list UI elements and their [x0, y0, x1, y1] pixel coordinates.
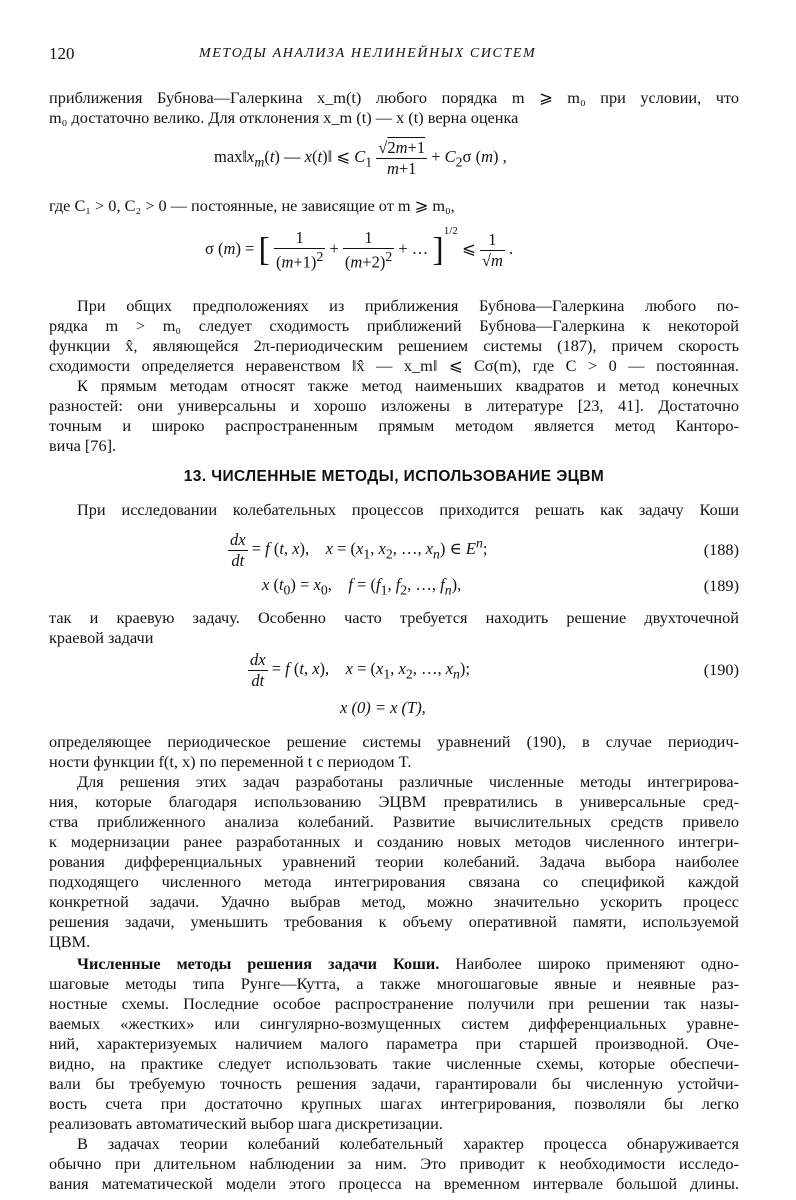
text-line: вость счета при достаточно крупных шагах интегрирования, позволяли бы легко [49, 1094, 739, 1113]
text-line: реализовать автоматический выбор шага дискретизации. [49, 1114, 443, 1133]
text-line: ности функции f(t, x) по переменной t с периодом T. [49, 752, 412, 771]
text-line: конкретной задачи. Удачно выбрав метод, можно значительно ускорить процесс [49, 892, 739, 911]
text-line: Численные методы решения задачи Коши. Наиболее широко применяют одно- [77, 954, 739, 973]
running-title: МЕТОДЫ АНАЛИЗА НЕЛИНЕЙНЫХ СИСТЕМ [199, 46, 537, 61]
text-line: приближения Бубнова—Галеркина x_m(t) любого порядка m ⩾ m₀ при условии, что [49, 88, 739, 107]
text-line: При исследовании колебательных процессов приходится решать как задачу Коши [77, 500, 739, 519]
text-line: подходящего численного метода интегрирования связана со спецификой каждой [49, 872, 739, 891]
equation-189: x $(t_0) = x_0$, $f = (f_1$, $f_2$, …, $f_n$), [262, 575, 462, 598]
run-in-heading: Численные методы решения задачи Коши. [77, 954, 440, 973]
text-line: К прямым методам относят также метод наименьших квадратов и метод конечных [77, 376, 739, 395]
text-line: определяющее периодическое решение системы уравнений (190), в случае периодич- [49, 732, 739, 751]
text-line: m₀ достаточно велико. Для отклонения x_m (t) — x (t) верна оценка [49, 108, 519, 127]
equation-sigma: σ (m) = [ $\frac{1}{(m+1)^2}$ + $\frac{1}{(m+2)^2}$ + … ]$^{1/2}$ ⩽ $\frac{1}{√m}$ . [205, 224, 514, 272]
text-line: так и краевую задачу. Особенно часто требуется находить решение двухточечной [49, 608, 739, 627]
text-line: функции x̂, являющейся 2π-периодическим решением системы (187), причем скорость [49, 336, 739, 355]
equation-190: $\frac{dx}{dt}$ = f (t, x), $x = (x_1$, $x_2$, …, $x_n$); [250, 650, 470, 690]
text-line: краевой задачи [49, 628, 154, 647]
text-line: Для решения этих задач разработаны различные численные методы интегрирова- [77, 772, 739, 791]
text-line: вали бы требуемую точность решения задачи, гарантировали бы численную устойчи- [49, 1074, 739, 1093]
text-line: рядка m > m₀ следует сходимость приближений Бубнова—Галеркина к некоторой [49, 316, 739, 335]
text-line: разностей: они универсальны и хорошо изложены в литературе [23, 41]. Достаточно [49, 396, 739, 415]
text-line: ностные схемы. Последние особое распространение получили при решении так назы- [49, 994, 739, 1013]
section-heading: 13. ЧИСЛЕННЫЕ МЕТОДЫ, ИСПОЛЬЗОВАНИЕ ЭЦВМ [183, 468, 605, 485]
text-line: При общих предположениях из приближения Бубнова—Галеркина любого по- [77, 296, 739, 315]
equation-188: $\frac{dx}{dt}$ = f (t, x), $x = (x_1$, $x_2$, …, $x_n$) ∈ $E^n$; [230, 530, 488, 570]
text-line: ства приближенного анализа колебаний. Развитие вычислительных средств привело [49, 812, 739, 831]
text-line: рования дифференциальных уравнений теории колебаний. Задача выбора наиболее [49, 852, 739, 871]
text-line: В задачах теории колебаний колебательный характер процесса обнаруживается [77, 1134, 739, 1153]
equation-number: (190) [703, 660, 739, 679]
text-line: видно, на практике следует использовать такие численные схемы, которые обеспечи- [49, 1054, 739, 1073]
text-line: ний, характеризуемых наличием малого параметра при старшей производной. Оче- [49, 1034, 739, 1053]
text-line: к модернизации ранее разработанных и созданию новых методов численного интегри- [49, 832, 739, 851]
text-line: обычно при длительном наблюдении за ним. Это приводит к необходимости исследо- [49, 1154, 739, 1173]
text-line: где C₁ > 0, C₂ > 0 — постоянные, не зависящие от m ⩾ m₀, [49, 196, 455, 215]
text-line: вича [76]. [49, 436, 117, 455]
text-line: ния, которые благодаря использованию ЭЦВМ превратились в универсальные сред- [49, 792, 739, 811]
text-line: сходимости определяется неравенством ‖x̂ — x_m‖ ⩽ Cσ(m), где C > 0 — постоянная. [49, 356, 739, 375]
page-number: 120 [49, 44, 75, 63]
text-line: вания математической модели этого процесса на временном интервале большой длины. [49, 1174, 739, 1193]
text-line: точным и широко распространенным прямым методом является метод Канторо- [49, 416, 739, 435]
text-line: шаговые методы типа Рунге—Кутта, а также многошаговые явные и неявные раз- [49, 974, 739, 993]
text-line: ваемых «жестких» или сингулярно-возмущенных систем дифференциальных уравне- [49, 1014, 739, 1033]
text-line: ЦВМ. [49, 932, 91, 951]
boundary-condition: x (0) = x (T), [340, 698, 426, 717]
equation-number: (188) [703, 540, 739, 559]
page-header [49, 44, 739, 66]
equation-bound: $\max‖x_m(t)$ — x(t)‖ ⩽ $C_1$ $\frac{√2m+1}{m+1}$ + $C_2\sigma$ (m) , [214, 138, 507, 178]
text-line: решения задачи, уменьшить требования к объему оперативной памяти, используемой [49, 912, 739, 931]
equation-number: (189) [703, 576, 739, 595]
